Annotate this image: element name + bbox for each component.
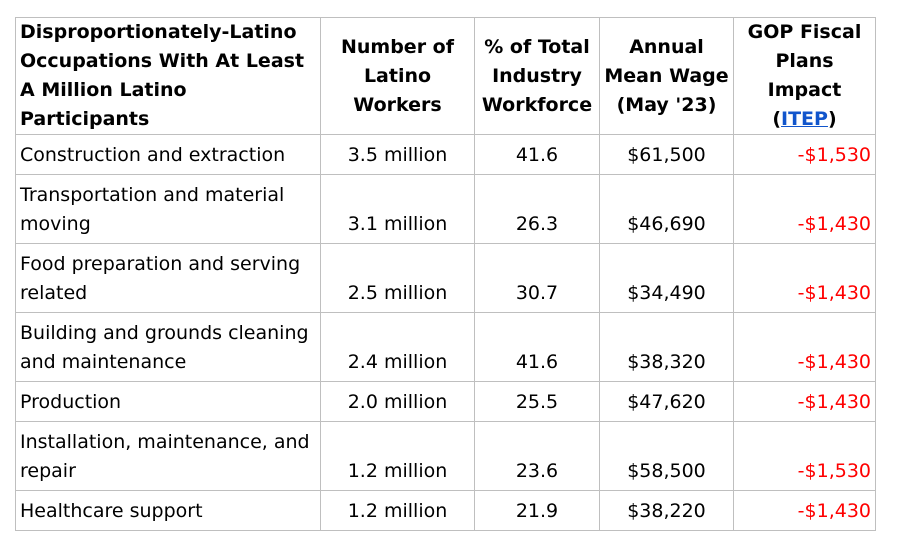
workers-cell: 2.4 million xyxy=(321,313,475,382)
header-occupation: Disproportionately-Latino Occupations With At Least A Million Latino Participants xyxy=(16,18,321,135)
occupation-cell: Food preparation and serving related xyxy=(16,244,321,313)
header-gop-impact-close: ) xyxy=(827,108,837,130)
percent-cell: 41.6 xyxy=(475,313,600,382)
latino-occupations-table xyxy=(15,17,876,531)
wage-cell: $58,500 xyxy=(600,422,734,491)
occupation-cell: Production xyxy=(16,382,321,422)
workers-cell: 1.2 million xyxy=(321,422,475,491)
percent-cell: 26.3 xyxy=(475,175,600,244)
wage-cell: $46,690 xyxy=(600,175,734,244)
workers-cell: 3.5 million xyxy=(321,135,475,175)
wage-cell: $61,500 xyxy=(600,135,734,175)
impact-cell: -$1,430 xyxy=(734,175,876,244)
occupation-cell: Construction and extraction xyxy=(16,135,321,175)
table-container xyxy=(15,17,876,531)
impact-cell: -$1,430 xyxy=(734,491,876,531)
header-annual-wage: Annual Mean Wage (May '23) xyxy=(600,18,734,135)
header-latino-workers: Number of Latino Workers xyxy=(321,18,475,135)
header-gop-impact-open: ( xyxy=(772,108,782,130)
occupation-cell: Healthcare support xyxy=(16,491,321,531)
impact-cell: -$1,530 xyxy=(734,135,876,175)
impact-cell: -$1,430 xyxy=(734,313,876,382)
header-row xyxy=(16,18,876,135)
percent-cell: 30.7 xyxy=(475,244,600,313)
wage-cell: $47,620 xyxy=(600,382,734,422)
workers-cell: 3.1 million xyxy=(321,175,475,244)
itep-link[interactable]: ITEP xyxy=(781,108,828,130)
table-row xyxy=(16,244,876,313)
header-gop-impact xyxy=(734,18,876,135)
workers-cell: 2.5 million xyxy=(321,244,475,313)
table-row xyxy=(16,175,876,244)
header-gop-impact-text: GOP Fiscal Plans Impact xyxy=(747,21,862,101)
header-percent-workforce: % of Total Industry Workforce xyxy=(475,18,600,135)
percent-cell: 41.6 xyxy=(475,135,600,175)
wage-cell: $34,490 xyxy=(600,244,734,313)
occupation-cell: Building and grounds cleaning and maintenance xyxy=(16,313,321,382)
workers-cell: 1.2 million xyxy=(321,491,475,531)
impact-cell: -$1,430 xyxy=(734,244,876,313)
table-row xyxy=(16,491,876,531)
occupation-cell: Installation, maintenance, and repair xyxy=(16,422,321,491)
impact-cell: -$1,530 xyxy=(734,422,876,491)
workers-cell: 2.0 million xyxy=(321,382,475,422)
wage-cell: $38,320 xyxy=(600,313,734,382)
table-row xyxy=(16,135,876,175)
percent-cell: 23.6 xyxy=(475,422,600,491)
table-row xyxy=(16,422,876,491)
wage-cell: $38,220 xyxy=(600,491,734,531)
percent-cell: 21.9 xyxy=(475,491,600,531)
table-row xyxy=(16,382,876,422)
table-row xyxy=(16,313,876,382)
impact-cell: -$1,430 xyxy=(734,382,876,422)
percent-cell: 25.5 xyxy=(475,382,600,422)
occupation-cell: Transportation and material moving xyxy=(16,175,321,244)
